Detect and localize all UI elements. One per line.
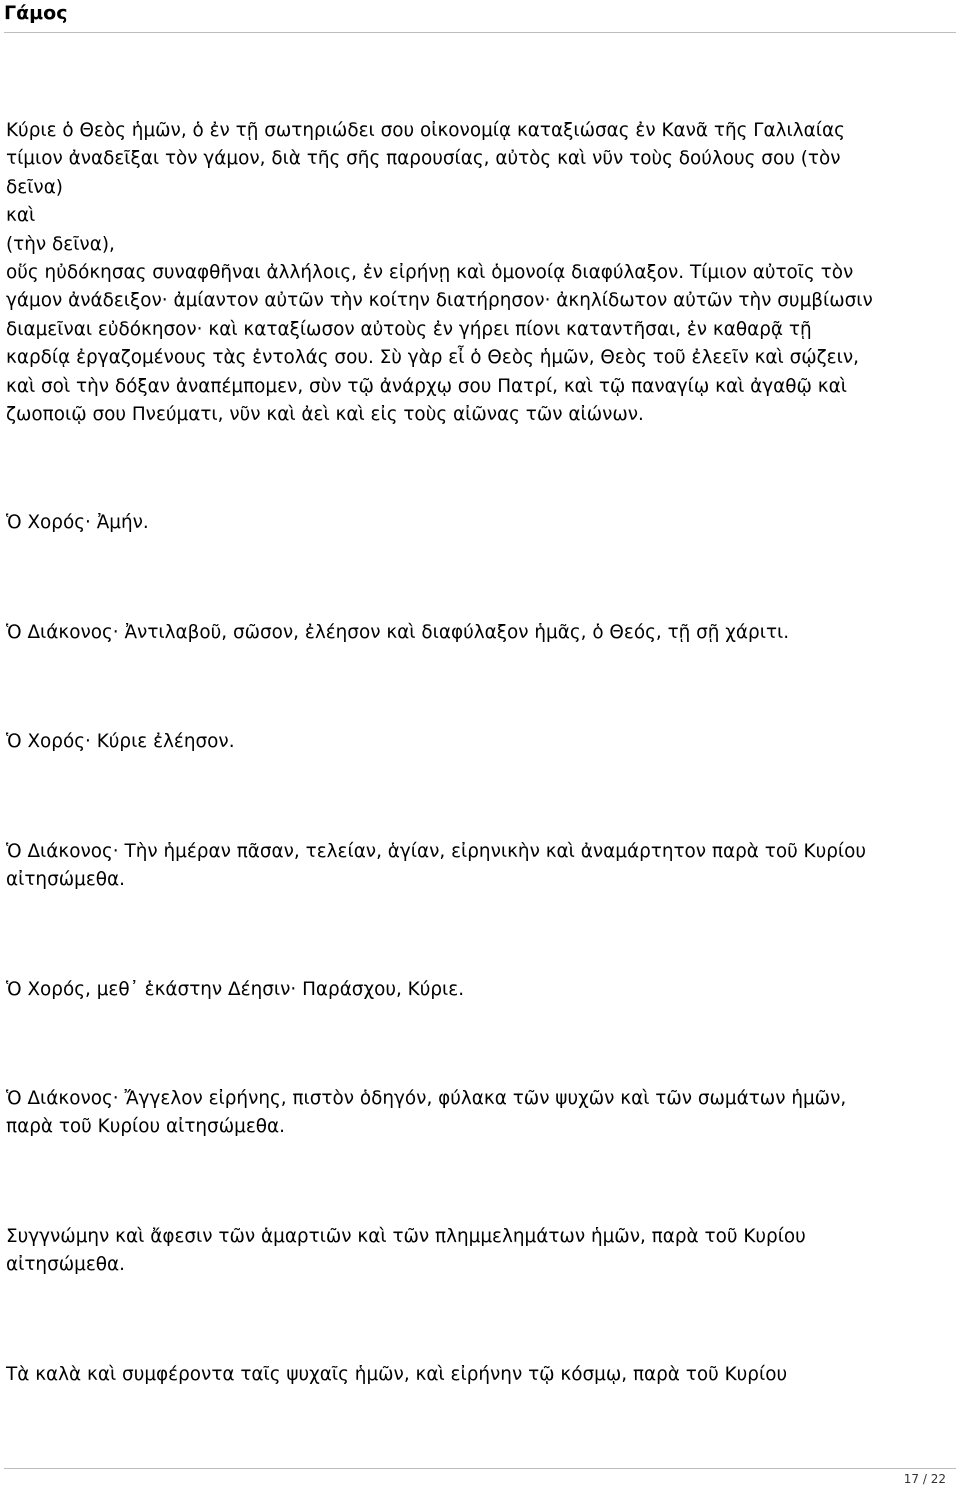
petition-good-things: Τὰ καλὰ καὶ συμφέροντα ταῖς ψυχαῖς ἡμῶν, καὶ εἰρήνην τῷ κόσμῳ, παρὰ τοῦ Κυρίου [6,1363,788,1385]
choir-response-kyrie: Ὁ Χορός· Κύριε ἐλέησον. [6,731,235,753]
paragraph-spacer [6,538,956,619]
paragraph-spacer [6,647,956,728]
document-body [6,117,956,1389]
prayer-paragraph: Κύριε ὁ Θεὸς ἡμῶν, ὁ ἐν τῇ σωτηριώδει σου οἰκονομίᾳ καταξιώσας ἐν Κανᾶ τῆς Γαλιλαίας τίμιον ἀναδεῖξαι τὸν γάμον, διὰ τῆς σῆς παρουσίας, αὐτὸς καὶ νῦν τοὺς δούλους σου (τὸν δεῖνα) καὶ (τὴν δεῖνα), οὕς ηὐδόκησας συναφθῆναι ἀλλήλοις, ἐν εἰρήνῃ καὶ ὁμονοίᾳ διαφύλαξον. Τίμιον αὐτοῖς τὸν γάμον ἀνάδειξον· ἀμίαντον αὐτῶν τὴν κοίτην διατήρησον· ἀκηλίδωτον αὐτῶν τὴν συμβίωσιν διαμεῖναι εὐδόκησον· καὶ καταξίωσον αὐτοὺς ἐν γήρει πίονι καταντῆσαι, ἐν καθαρᾷ τῇ καρδίᾳ ἐργαζομένους τὰς ἐντολάς σου. Σὺ γὰρ εἶ ὁ Θεὸς ἡμῶν, Θεὸς τοῦ ἐλεεῖν καὶ σῴζειν, καὶ σοὶ τὴν δόξαν ἀναπέμπομεν, σὺν τῷ ἀνάρχῳ σου Πατρί, καὶ τῷ παναγίῳ καὶ ἀγαθῷ καὶ ζωοποιῷ σου Πνεύματι, νῦν καὶ ἀεὶ καὶ εἰς τοὺς αἰῶνας τῶν αἰώνων. [6,120,873,426]
paragraph-spacer [6,1280,956,1361]
deacon-petition-day: Ὁ Διάκονος· Τὴν ἡμέραν πᾶσαν, τελείαν, ἁγίαν, εἰρηνικὴν καὶ ἀναμάρτητον παρὰ τοῦ Κυρίου αἰτησώμεθα. [6,840,867,891]
deacon-petition-angel: Ὁ Διάκονος· Ἄγγελον εἰρήνης, πιστὸν ὁδηγόν, φύλακα τῶν ψυχῶν καὶ τῶν σωμάτων ἡμῶν, παρὰ τοῦ Κυρίου αἰτησώμεθα. [6,1087,847,1138]
paragraph-spacer [6,1142,956,1223]
choir-response-grant: Ὁ Χορός, μεθ᾽ ἑκάστην Δέησιν· Παράσχου, Κύριε. [6,978,465,1000]
petition-forgiveness: Συγγνώμην καὶ ἄφεσιν τῶν ἁμαρτιῶν καὶ τῶν πλημμελημάτων ἡμῶν, παρὰ τοῦ Κυρίου αἰτησώμεθα. [6,1225,806,1276]
page-title: Γάμος [4,2,68,24]
paragraph-spacer [6,1004,956,1085]
paragraph-spacer [6,757,956,838]
title-divider [4,32,956,33]
page-number: 17 / 22 [903,1472,946,1486]
footer-divider [4,1468,956,1469]
paragraph-spacer [6,429,956,509]
choir-response-amen: Ὁ Χορός· Ἀμήν. [6,512,149,534]
deacon-petition: Ὁ Διάκονος· Ἀντιλαβοῦ, σῶσον, ἐλέησον καὶ διαφύλαξον ἡμᾶς, ὁ Θεός, τῇ σῇ χάριτι. [6,621,790,643]
paragraph-spacer [6,895,956,976]
